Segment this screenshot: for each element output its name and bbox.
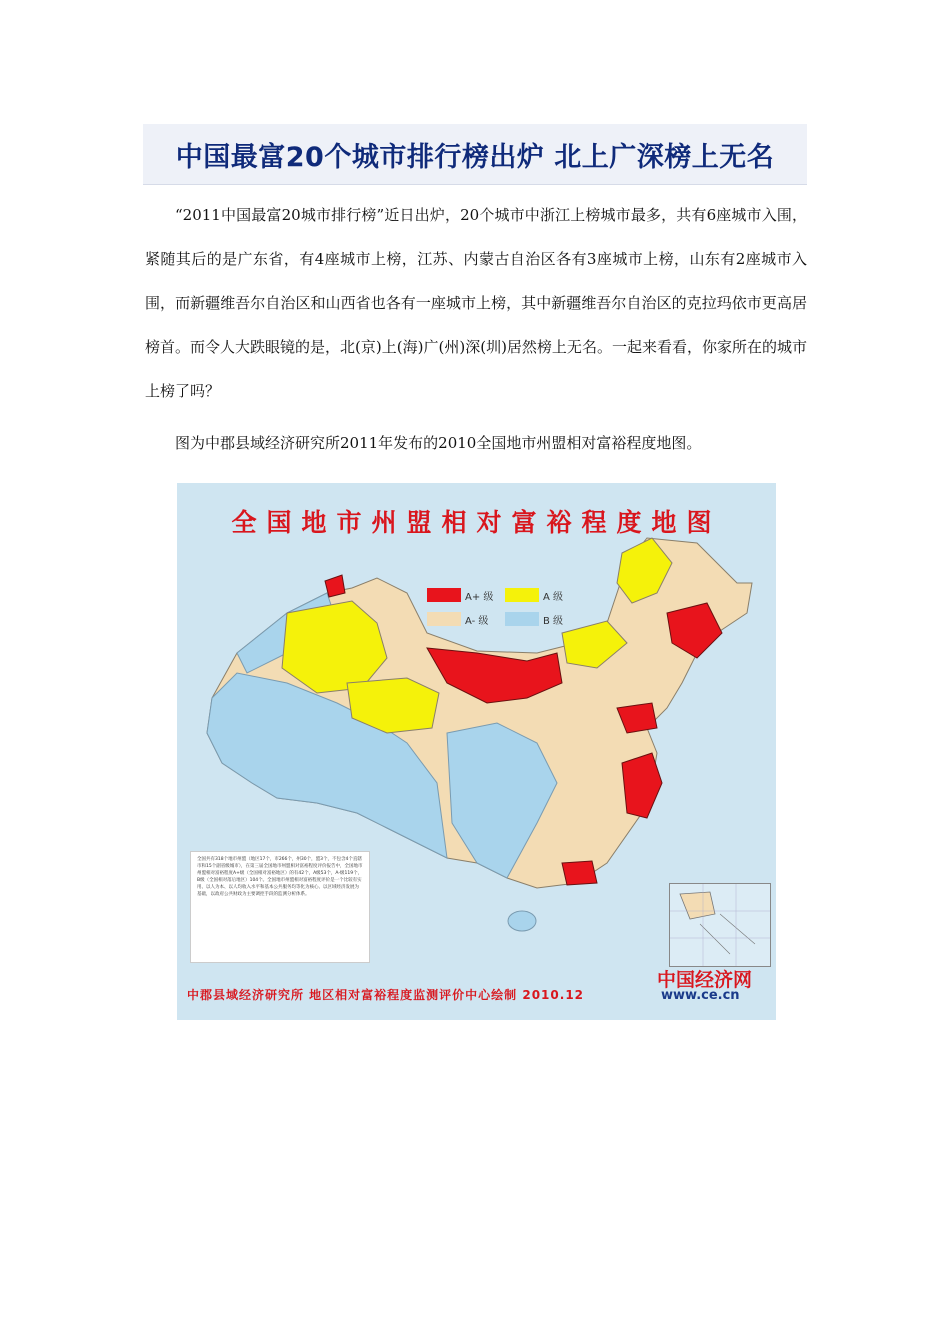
map-notes-box: 全国共有318个地市州盟（地区17个，市266个，州30个，盟3个，不包含4个直辖市和15个副省级城市），在第三届全国地市州盟相对富裕程度评价报告中，全国地市州盟相对富裕程度A+级（全国相对富裕地区）的有42个，A级53个，A-级119个，B级（全国相对落后地区）104个。全国地市州盟相对富裕程度评价是一个比较有实用、以人为本、以人均收入水平和基本公共服务均等化为核心、以区域经济发展为基础，以政府公共财政为主要调控手段的监测分析体系。 bbox=[190, 851, 370, 963]
legend-label-a-minus: A- 级 bbox=[465, 616, 489, 627]
map-region-red-guangdong bbox=[562, 861, 597, 885]
map-legend bbox=[427, 585, 577, 633]
wealth-map-image bbox=[177, 483, 776, 1020]
map-region-red-zhejiang bbox=[622, 753, 662, 818]
legend-item-a bbox=[505, 585, 577, 605]
watermark-url: www.ce.cn bbox=[661, 988, 740, 1003]
inset-drawing bbox=[670, 884, 770, 966]
legend-label-b: B 级 bbox=[543, 616, 564, 627]
legend-swatch-a-plus bbox=[427, 588, 461, 602]
legend-label-a-plus: A+ 级 bbox=[465, 592, 494, 603]
map-region-hainan bbox=[508, 911, 536, 931]
south-china-sea-inset bbox=[669, 883, 771, 967]
map-footer-credit: 中郡县域经济研究所 地区相对富裕程度监测评价中心绘制 2010.12 bbox=[187, 988, 585, 1002]
map-title: 全国地市州盟相对富裕程度地图 bbox=[231, 508, 722, 537]
legend-swatch-a bbox=[505, 588, 539, 602]
legend-item-b bbox=[505, 609, 577, 629]
legend-item-a-plus bbox=[427, 585, 499, 605]
watermark-logo-text: 中国经济网 bbox=[657, 969, 753, 991]
article-title: 中国最富20个城市排行榜出炉 北上广深榜上无名 bbox=[175, 141, 775, 173]
article-title-banner bbox=[143, 124, 807, 185]
legend-swatch-a-minus bbox=[427, 612, 461, 626]
legend-swatch-b bbox=[505, 612, 539, 626]
article-paragraph-1: “2011中国最富20城市排行榜”近日出炉，20个城市中浙江上榜城市最多，共有6座城市入围，紧随其后的是广东省，有4座城市上榜，江苏、内蒙古自治区各有3座城市上榜，山东有2座城市入围，而新疆维吾尔自治区和山西省也各有一座城市上榜，其中新疆维吾尔自治区的克拉玛依市更高居榜首。而令人大跌眼镜的是，北(京)上(海)广(州)深(圳)居然榜上无名。一起来看看，你家所在的城市上榜了吗？ bbox=[145, 206, 807, 400]
map-region-red-karamay bbox=[325, 575, 345, 597]
legend-item-a-minus bbox=[427, 609, 499, 629]
legend-label-a: A 级 bbox=[543, 592, 564, 603]
article-paragraph-2: 图为中郡县域经济研究所2011年发布的2010全国地市州盟相对富裕程度地图。 bbox=[175, 434, 702, 452]
